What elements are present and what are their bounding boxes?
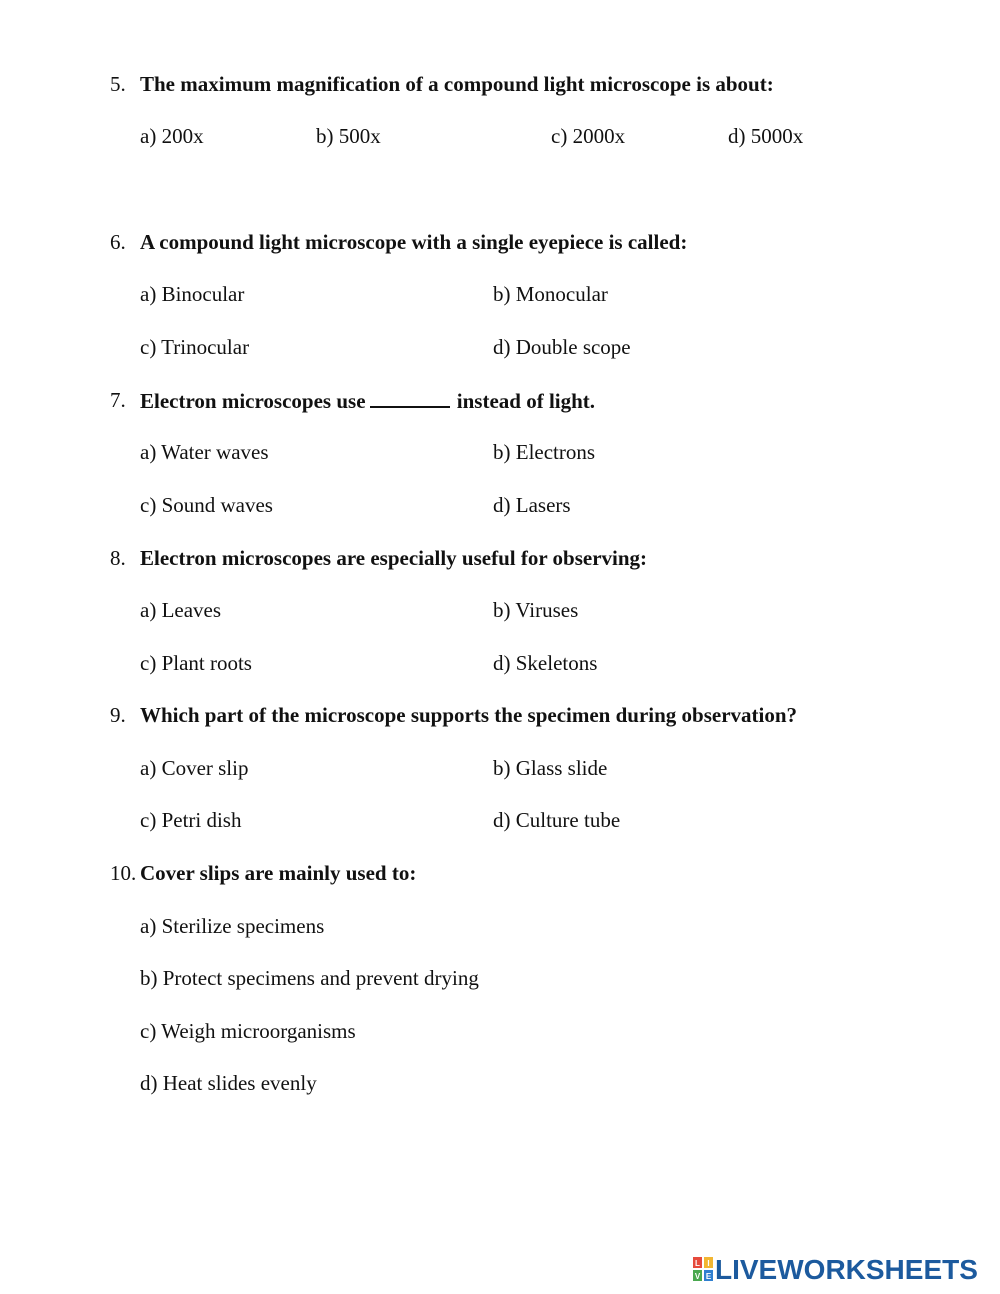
question-text: Which part of the microscope supports the specimen during observation?	[140, 703, 798, 727]
option-b[interactable]: b) Glass slide	[493, 756, 608, 780]
option-d[interactable]: d) 5000x	[728, 124, 804, 148]
option-c[interactable]: c) Trinocular	[140, 335, 250, 359]
option-c[interactable]: c) 2000x	[551, 124, 626, 148]
option-a[interactable]: a) Cover slip	[140, 756, 249, 780]
question-number: 5.	[110, 72, 126, 96]
question-number: 10.	[110, 861, 137, 885]
icon-letter-l: L	[695, 1259, 700, 1268]
option-b[interactable]: b) Monocular	[493, 282, 608, 306]
liveworksheets-grid-icon	[693, 1257, 713, 1281]
question-number: 6.	[110, 230, 126, 254]
question-number: 9.	[110, 703, 126, 727]
option-c[interactable]: c) Plant roots	[140, 651, 252, 675]
option-a[interactable]: a) Leaves	[140, 598, 222, 622]
question-text: A compound light microscope with a single eyepiece is called:	[140, 230, 688, 254]
option-b[interactable]: b) Electrons	[493, 440, 596, 464]
option-d[interactable]: d) Skeletons	[493, 651, 598, 675]
icon-letter-i: I	[707, 1259, 710, 1268]
option-a[interactable]: a) Binocular	[140, 282, 245, 306]
option-b[interactable]: b) Viruses	[493, 598, 579, 622]
icon-letter-e: E	[705, 1272, 712, 1281]
liveworksheets-logo	[693, 1255, 993, 1285]
logo-text: LIVEWORKSHEETS	[715, 1254, 978, 1285]
question-number: 7.	[110, 388, 126, 412]
option-d[interactable]: d) Double scope	[493, 335, 631, 359]
answer-blank[interactable]	[370, 388, 450, 408]
question-text: The maximum magnification of a compound light microscope is about:	[140, 72, 774, 96]
option-a[interactable]: a) 200x	[140, 124, 204, 148]
option-d[interactable]: d) Lasers	[493, 493, 571, 517]
question-text-after: instead of light.	[456, 389, 596, 413]
option-b[interactable]: b) Protect specimens and prevent drying	[140, 966, 479, 990]
question-text: Electron microscopes are especially useful for observing:	[140, 546, 648, 570]
question-text	[140, 388, 595, 413]
option-c[interactable]: c) Sound waves	[140, 493, 273, 517]
option-b[interactable]: b) 500x	[316, 124, 381, 148]
option-a[interactable]: a) Sterilize specimens	[140, 914, 325, 938]
option-d[interactable]: d) Heat slides evenly	[140, 1071, 317, 1095]
question-number: 8.	[110, 546, 126, 570]
option-a[interactable]: a) Water waves	[140, 440, 269, 464]
icon-letter-v: V	[694, 1272, 701, 1281]
question-text-before: Electron microscopes use	[140, 389, 366, 413]
question-text: Cover slips are mainly used to:	[140, 861, 417, 885]
option-d[interactable]: d) Culture tube	[493, 808, 621, 832]
option-c[interactable]: c) Weigh microorganisms	[140, 1019, 356, 1043]
option-c[interactable]: c) Petri dish	[140, 808, 242, 832]
